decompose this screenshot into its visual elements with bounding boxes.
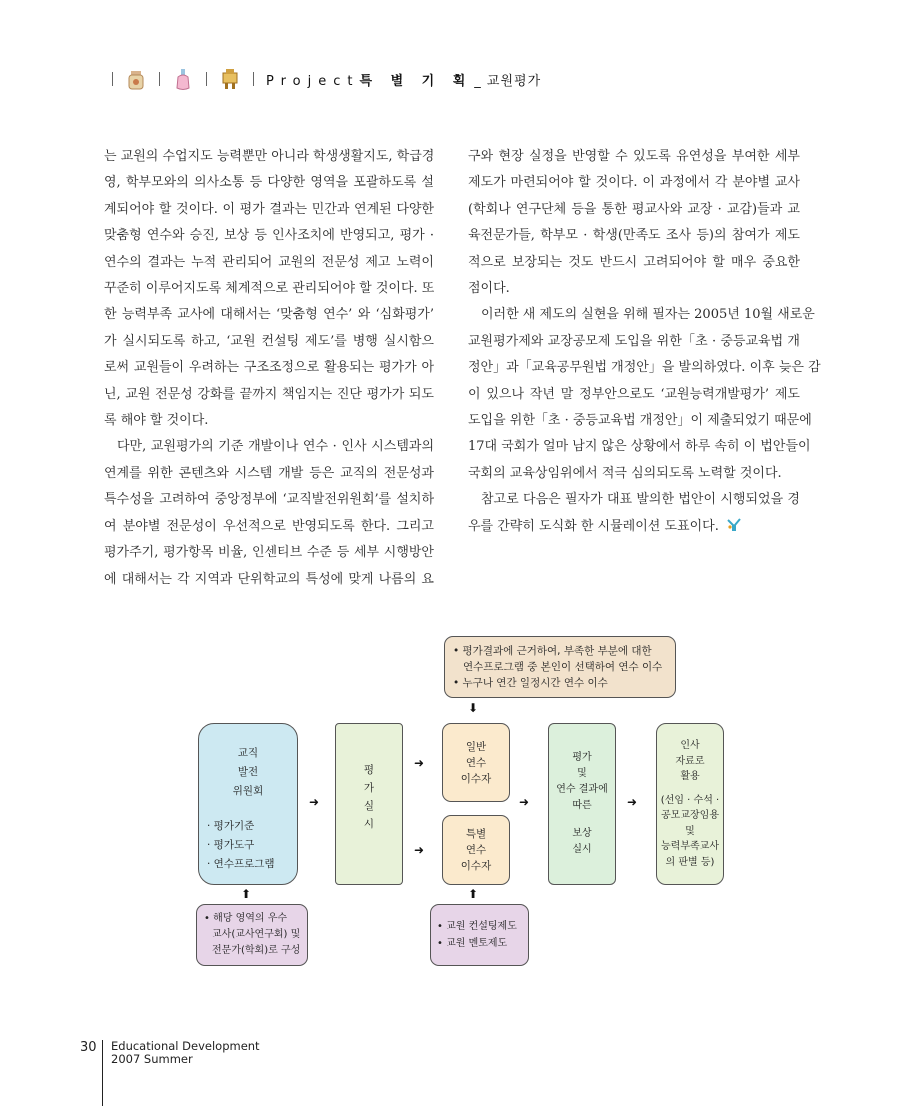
- reward-label: 실시: [572, 844, 592, 855]
- committee-label: 위원회: [232, 785, 264, 797]
- issue-label: 2007 Summer: [111, 1052, 193, 1066]
- reward-label: 보상: [572, 828, 592, 839]
- special-note-box: [430, 904, 529, 966]
- personnel-label: 자료로: [675, 755, 705, 767]
- text-line: 참고로 다음은 필자가 대표 발의한 법안이 시행되었을 경: [481, 492, 800, 508]
- header-divider: [112, 72, 113, 86]
- up-arrow: ⬆: [241, 887, 252, 901]
- right-text-column: [468, 144, 821, 540]
- text-line: (학회나 연구단체 등을 통한 평교사와 교장 · 교감)들과 교: [468, 201, 800, 217]
- personnel-label: 의 판별 등): [665, 856, 715, 868]
- personnel-label: 및: [685, 825, 695, 837]
- personnel-label: 인사: [680, 740, 700, 751]
- committee-item: · 연수프로그램: [207, 858, 275, 870]
- eval-label: 평: [363, 764, 375, 776]
- end-mark-icon: [727, 518, 741, 531]
- jar-icon: [125, 67, 147, 91]
- header-divider: [206, 72, 207, 86]
- up-arrow: ⬆: [468, 887, 479, 901]
- page-header: [100, 64, 541, 94]
- note-line: • 교원 컨설팅제도: [437, 921, 517, 932]
- header-subtitle: _ 교원평가: [474, 73, 542, 89]
- text-line: 계되어야 할 것이다. 이 평가 결과는 민간과 연계된 다양한: [104, 201, 434, 217]
- text-line: 평가주기, 평가항목 비율, 인센티브 수준 등 세부 시행방안: [104, 545, 434, 561]
- text-line: 로써 교원들이 우려하는 구조조정으로 활용되는 평가가 아: [104, 360, 434, 376]
- evaluation-box: [335, 723, 403, 885]
- personnel-label: 활용: [680, 771, 700, 782]
- general-training-box: [442, 723, 510, 802]
- committee-label: 교직: [237, 747, 259, 759]
- committee-note-box: [196, 904, 308, 966]
- committee-box: [198, 723, 298, 885]
- text-line: 정안」과「교육공무원법 개정안」을 발의하였다. 이후 늦은 감: [468, 360, 821, 376]
- text-line: 는 교원의 수업지도 능력뿐만 아니라 학생생활지도, 학급경: [104, 149, 435, 164]
- text-line: 다만, 교원평가의 기준 개발이나 연수 · 인사 시스템과의: [117, 439, 434, 455]
- special-training-box: [442, 815, 510, 885]
- down-arrow: ⬇: [468, 701, 479, 715]
- text-line: 한 능력부족 교사에 대해서는 ‘맞춤형 연수’ 와 ‘심화평가’: [104, 307, 434, 323]
- text-line: 우를 간략히 도식화 한 시뮬레이션 도표이다.: [468, 514, 800, 540]
- note-line: • 평가결과에 근거하여, 부족한 부분에 대한: [453, 645, 652, 657]
- text-line: 17대 국회가 얼마 남지 않은 상황에서 하루 속히 이 법안들이: [468, 439, 811, 455]
- personnel-label: (선임 · 수석 ·: [660, 794, 720, 806]
- header-divider: [159, 72, 160, 86]
- text-line: 록 해야 할 것이다.: [104, 413, 209, 429]
- reward-box: [548, 723, 616, 885]
- text-line: 여 분야별 전문성이 우선적으로 반영되도록 한다. 그리고: [104, 518, 434, 534]
- text-line: 적으로 보장되는 것도 반드시 고려되어야 할 매우 중요한: [468, 254, 800, 270]
- text-line: 국회의 교육상임위에서 적극 심의되도록 노력할 것이다.: [468, 465, 782, 481]
- note-line: 교사(교사연구회) 및: [212, 929, 301, 940]
- reward-label: 따른: [572, 800, 592, 811]
- personnel-box: [656, 723, 724, 885]
- magazine-name: Educational Development: [111, 1039, 260, 1053]
- footer-divider: [102, 1040, 103, 1106]
- text-line: 에 대해서는 각 지역과 단위학교의 특성에 맞게 나름의 요: [104, 571, 434, 587]
- training-label: 일반: [465, 740, 487, 753]
- text-line: 영, 학부모와의 의사소통 등 다양한 영역을 포괄하도록 설: [104, 175, 434, 191]
- note-line: 전문가(학회)로 구성: [212, 945, 301, 956]
- text-line: 연계를 위한 콘텐츠와 시스템 개발 등은 교직의 전문성과: [104, 465, 434, 481]
- text-line: 제도가 마련되어야 할 것이다. 이 과정에서 각 분야별 교사: [468, 175, 800, 191]
- personnel-label: 능력부족교사: [661, 841, 719, 852]
- text-line: 육전문가들, 학부모 · 학생(만족도 조사 등)의 참여가 제도: [468, 228, 800, 244]
- training-label: 이수자: [460, 860, 492, 872]
- page-number: 30: [80, 1040, 97, 1055]
- page-footer: [80, 1040, 260, 1106]
- text-line: 점이다.: [468, 281, 510, 297]
- text-line: 교원평가제와 교장공모제 도입을 위한「초 · 중등교육법 개: [468, 333, 800, 349]
- committee-label: 발전: [237, 766, 259, 778]
- text-line: 도입을 위한「초 · 중등교육법 개정안」이 제출되었기 때문에: [468, 413, 812, 429]
- toy-icon: [219, 67, 241, 91]
- training-label: 연수: [465, 756, 487, 769]
- personnel-label: 공모교장임용: [661, 810, 719, 821]
- eval-label: 실: [363, 800, 375, 812]
- note-line: • 누구나 연간 일정시간 연수 이수: [453, 677, 608, 689]
- text-line: 이러한 새 제도의 실현을 위해 필자는 2005년 10월 새로운: [481, 307, 815, 323]
- right-arrow: ➜: [309, 795, 320, 809]
- reward-label: 및: [577, 768, 587, 779]
- right-arrow: ➜: [519, 795, 530, 809]
- text-line: 이 있으나 작년 말 정부안으로도 ‘교원능력개발평가’ 제도: [468, 386, 800, 402]
- eval-label: 시: [363, 818, 375, 830]
- text-line: 구와 현장 실정을 반영할 수 있도록 유연성을 부여한 세부: [468, 149, 800, 164]
- reward-label: 연수 결과에: [556, 784, 608, 795]
- top-note-box: [444, 636, 676, 698]
- reward-label: 평가: [572, 752, 592, 763]
- left-text-column: [104, 144, 434, 593]
- footer-info: [111, 1040, 260, 1106]
- text-line: 연수의 결과는 누적 관리되어 교원의 전문성 제고 노력이: [104, 254, 434, 270]
- right-arrow: ➜: [627, 795, 638, 809]
- header-title: Project특 별 기 획: [266, 73, 473, 89]
- training-label: 특별: [465, 828, 487, 840]
- bottle-icon: [172, 67, 194, 91]
- header-divider: [253, 72, 254, 86]
- training-label: 연수: [465, 844, 487, 856]
- note-line: • 해당 영역의 우수: [204, 913, 288, 924]
- note-line: • 교원 멘토제도: [437, 938, 508, 949]
- text-line: 맞춤형 연수와 승진, 보상 등 인사조치에 반영되고, 평가 ·: [104, 228, 434, 244]
- right-arrow: ➜: [414, 843, 425, 857]
- training-label: 이수자: [460, 772, 492, 785]
- note-line: 연수프로그램 중 본인이 선택하여 연수 이수: [463, 661, 663, 673]
- eval-label: 가: [363, 782, 375, 794]
- text-line: 가 실시되도록 하고, ‘교원 컨설팅 제도’를 병행 실시함으: [104, 333, 434, 349]
- committee-item: · 평가기준: [207, 820, 255, 832]
- text-line: 특수성을 고려하여 중앙정부에 ‘교직발전위원회’를 설치하: [104, 492, 434, 508]
- right-arrow: ➜: [414, 756, 425, 770]
- text-line: 닌, 교원 전문성 강화를 끝까지 책임지는 진단 평가가 되도: [104, 386, 434, 402]
- text-line: 꾸준히 이루어지도록 체계적으로 관리되어야 할 것이다. 또: [104, 281, 435, 297]
- committee-item: · 평가도구: [207, 839, 255, 851]
